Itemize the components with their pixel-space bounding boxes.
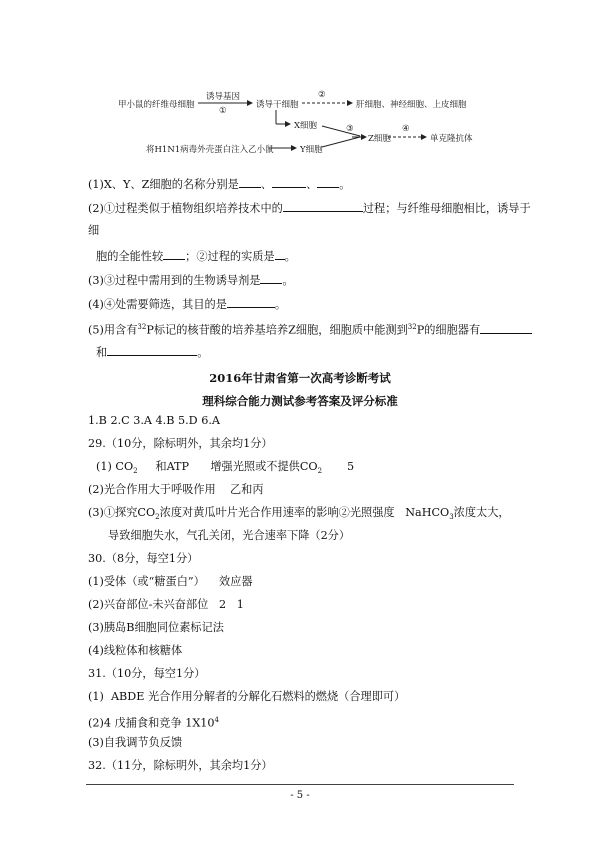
arrow1-label: 诱导基因 (206, 92, 241, 102)
z-cell: Z细胞 (368, 134, 391, 144)
question-2: (2)①过程类似于植物组织培养技术中的 过程；与纤维母细胞相比，诱导于 (88, 202, 531, 215)
blank (283, 200, 363, 212)
blank (317, 176, 339, 188)
answer-29-2: (2)光合作用大于呼吸作用 乙和丙 (88, 483, 264, 496)
answer-29-head: 29.（10分，除标明外，其余均1分） (88, 437, 273, 450)
answer-30-2: (2)兴奋部位-未兴奋部位 2 1 (88, 598, 244, 611)
question-3: (3)③过程中需用到的生物诱导剂是 。 (88, 274, 294, 287)
injection-text: 将H1N1病毒外壳蛋白注入乙小鼠 (146, 145, 274, 155)
question-5-cont: 和 。 (96, 346, 209, 359)
footer-rule (86, 784, 514, 785)
answers-title-1: 2016年甘肃省第一次高考诊断考试 (209, 371, 391, 385)
question-2-cont: 细 (88, 224, 100, 237)
answer-30-4: (4)线粒体和核糖体 (88, 644, 183, 657)
step-1: ① (219, 106, 227, 116)
answer-30-1: (1)受体（或“糖蛋白”） 效应器 (88, 575, 253, 588)
blank (272, 176, 306, 188)
answer-29-3-cont: 导致细胞失水，气孔关闭，光合速率下降（2分） (108, 529, 351, 542)
converge-x (322, 126, 360, 136)
differentiated-cells: 肝细胞、神经细胞、上皮细胞 (356, 100, 467, 110)
answer-29-3: (3)①探究$CO_2$浓度对黄瓜叶片光合作用速率的影响②光照强度 NaHCO$_3$浓度太大， (88, 506, 510, 522)
page-number: - 5 - (290, 790, 310, 801)
blank (275, 248, 285, 260)
step-3: ③ (346, 124, 354, 134)
diagram-arrows (0, 0, 600, 165)
y-cell: Y细胞 (300, 145, 323, 155)
ips-cell: 诱导干细胞 (256, 100, 299, 110)
answer-30-3: (3)胰岛B细胞同位素标记法 (88, 621, 224, 634)
blank (480, 322, 532, 334)
answer-31-2: (2)4 戊捕食和竞争 $1X10^4$ (88, 716, 219, 730)
question-4: (4)④处需要筛选，其目的是 。 (88, 298, 287, 311)
source-cell: 甲小鼠的纤维母细胞 (118, 100, 195, 110)
blank (227, 296, 275, 308)
flow-diagram (0, 0, 600, 165)
answer-30-head: 30.（8分，每空1分） (88, 552, 199, 565)
question-2-cont2: 胞的全能性较 ；②过程的实质是 。 (96, 250, 296, 263)
answer-29-1: (1) $CO_2$ 和ATP 增强光照或不提供$CO_2$ 5 (96, 460, 355, 476)
antibody: 单克隆抗体 (430, 134, 473, 144)
blank (239, 176, 261, 188)
blank (260, 272, 282, 284)
converge-y (322, 137, 360, 147)
answer-31-head: 31.（10分，每空1分） (88, 667, 206, 680)
answer-32-head: 32.（11分，除标明外，其余均1分） (88, 759, 273, 772)
question-5: (5)用含有$^{32}$P标记的核苷酸的培养基培养Z细胞，细胞质中能测到$^{32}$P的细胞器有 (88, 320, 532, 338)
answers-title-2: 理科综合能力测试参考答案及评分标准 (202, 394, 398, 408)
blank (107, 344, 197, 356)
step-2: ② (318, 90, 326, 100)
step-4: ④ (402, 124, 410, 134)
question-1: (1)X、Y、Z细胞的名称分别是 、 、 。 (88, 178, 351, 191)
answer-31-1: (1) ABDE 光合作用分解者的分解化石燃料的燃烧（合理即可） (88, 690, 406, 703)
x-cell: X细胞 (294, 121, 318, 131)
blank (163, 248, 185, 260)
answer-31-3: (3)自我调节负反馈 (88, 736, 183, 749)
answer-choices: 1.B 2.C 3.A 4.B 5.D 6.A (88, 414, 220, 427)
